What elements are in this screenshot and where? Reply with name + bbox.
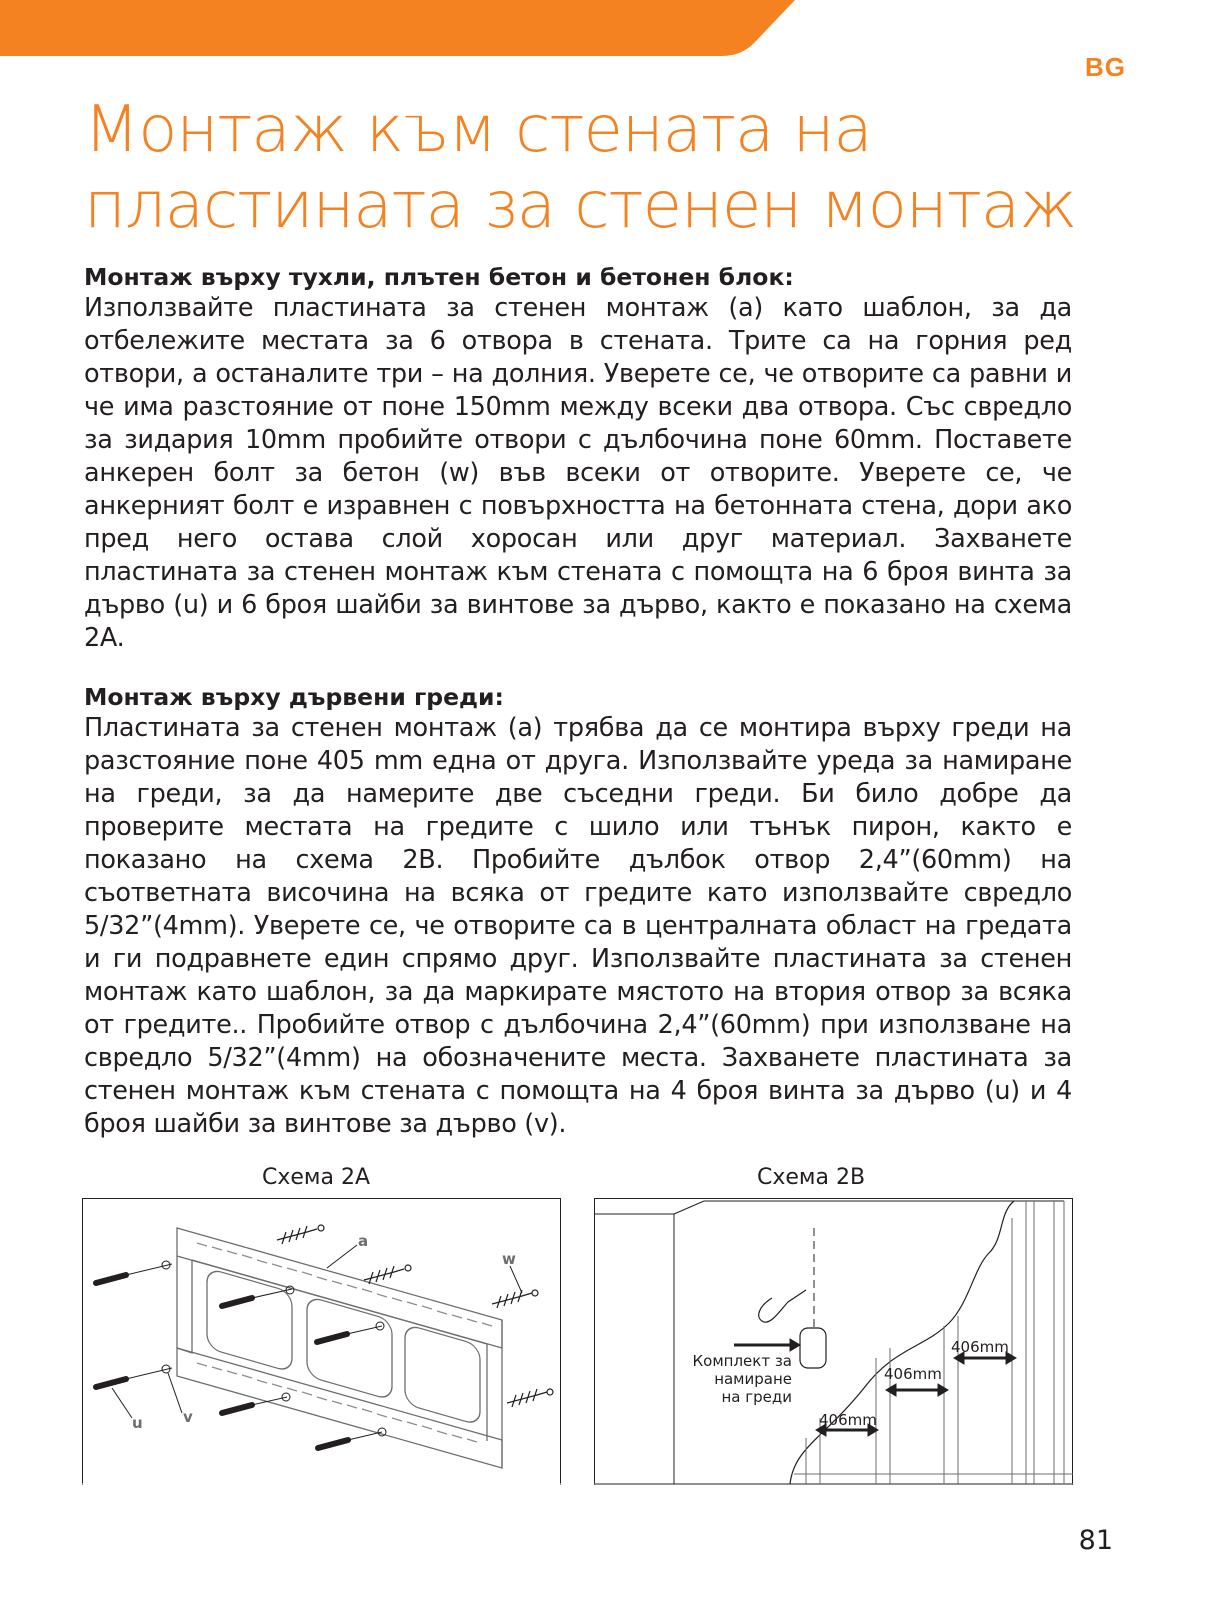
section-heading: Монтаж върху тухли, плътен бетон и бетонен блок: (84, 263, 794, 291)
label-v: v (183, 1408, 193, 1426)
label-w: w (502, 1250, 516, 1268)
label-u: u (132, 1414, 143, 1432)
figure-2a-caption: Схема 2A (262, 1165, 371, 1190)
dimension-label-3: 406mm (951, 1338, 1009, 1356)
section-body: Пластината за стенен монтаж (a) трябва да се монтира върху греди на разстояние поне 405 mm една от друга. Използвайте уреда за намиране на греди, за да намерите две съседни греди. Би било добре да проверите местата на гредите с шило или тънък пирон, както е показано на схема 2B. Пробийте дълбок отвор 2,4”(60mm) на съответната височина на всяка от гредите като използвайте свредло 5/32”(4mm). Уверете се, че отворите са в централната област на гредата и ги подравнете един спрямо друг. Използвайте пластината за стенен монтаж като шаблон, за да маркирате мястото на втория отвор за всяка от гредите.. Пробийте отвор с дълбочина 2,4”(60mm) при използване на свредло 5/32”(4mm) на обозначените места. Захванете пластината за стенен монтаж към стената с помощта на 4 броя винта за дърво (u) и 4 броя шайби за винтове за дърво (v). (84, 713, 1072, 1139)
wood-studs (794, 1201, 1073, 1484)
page-title: Монтаж към стената на пластината за стенен монтаж (84, 93, 1077, 243)
wall-plate (177, 1228, 502, 1468)
stud-finder-label-line3: на греди (721, 1388, 792, 1406)
figure-2a-wall-plate-diagram (82, 1198, 561, 1485)
dimension-label-2: 406mm (884, 1365, 942, 1383)
section-heading: Монтаж върху дървени греди: (84, 683, 504, 711)
language-code: BG (1085, 52, 1126, 82)
section-masonry (84, 262, 1072, 655)
figure-2b-stud-diagram (594, 1198, 1073, 1485)
stud-finder-label-line2: намиране (714, 1370, 792, 1388)
stud-finder-label-line1: Комплект за (692, 1352, 792, 1370)
section-wood-studs (84, 682, 1072, 1141)
page-number: 81 (1078, 1525, 1113, 1556)
label-a: a (358, 1232, 369, 1250)
section-body: Използвайте пластината за стенен монтаж (a) като шаблон, за да отбележите местата за 6 отвора в стената. Трите са на горния ред отвори, а останалите три – на долния. Уверете се, че отворите са равни и че има разстояние от поне 150mm между всеки два отвора. Със свредло за зидария 10mm пробийте отвори с дълбочина поне 60mm. Поставете анкерен болт за бетон (w) във всеки от отворите. Уверете се, че анкерният болт е изравнен с повърхността на бетонната стена, дори ако пред него остава слой хоросан или друг материал. Захванете пластината за стенен монтаж към стената с помощта на 6 броя винта за дърво (u) и 6 броя шайби за винтове за дърво, както е показано на схема 2A. (84, 293, 1072, 653)
dimension-label-1: 406mm (819, 1411, 877, 1429)
header-accent-band (0, 0, 1216, 60)
stud-finder-device (800, 1328, 826, 1368)
figure-2b-caption: Схема 2B (757, 1165, 866, 1190)
